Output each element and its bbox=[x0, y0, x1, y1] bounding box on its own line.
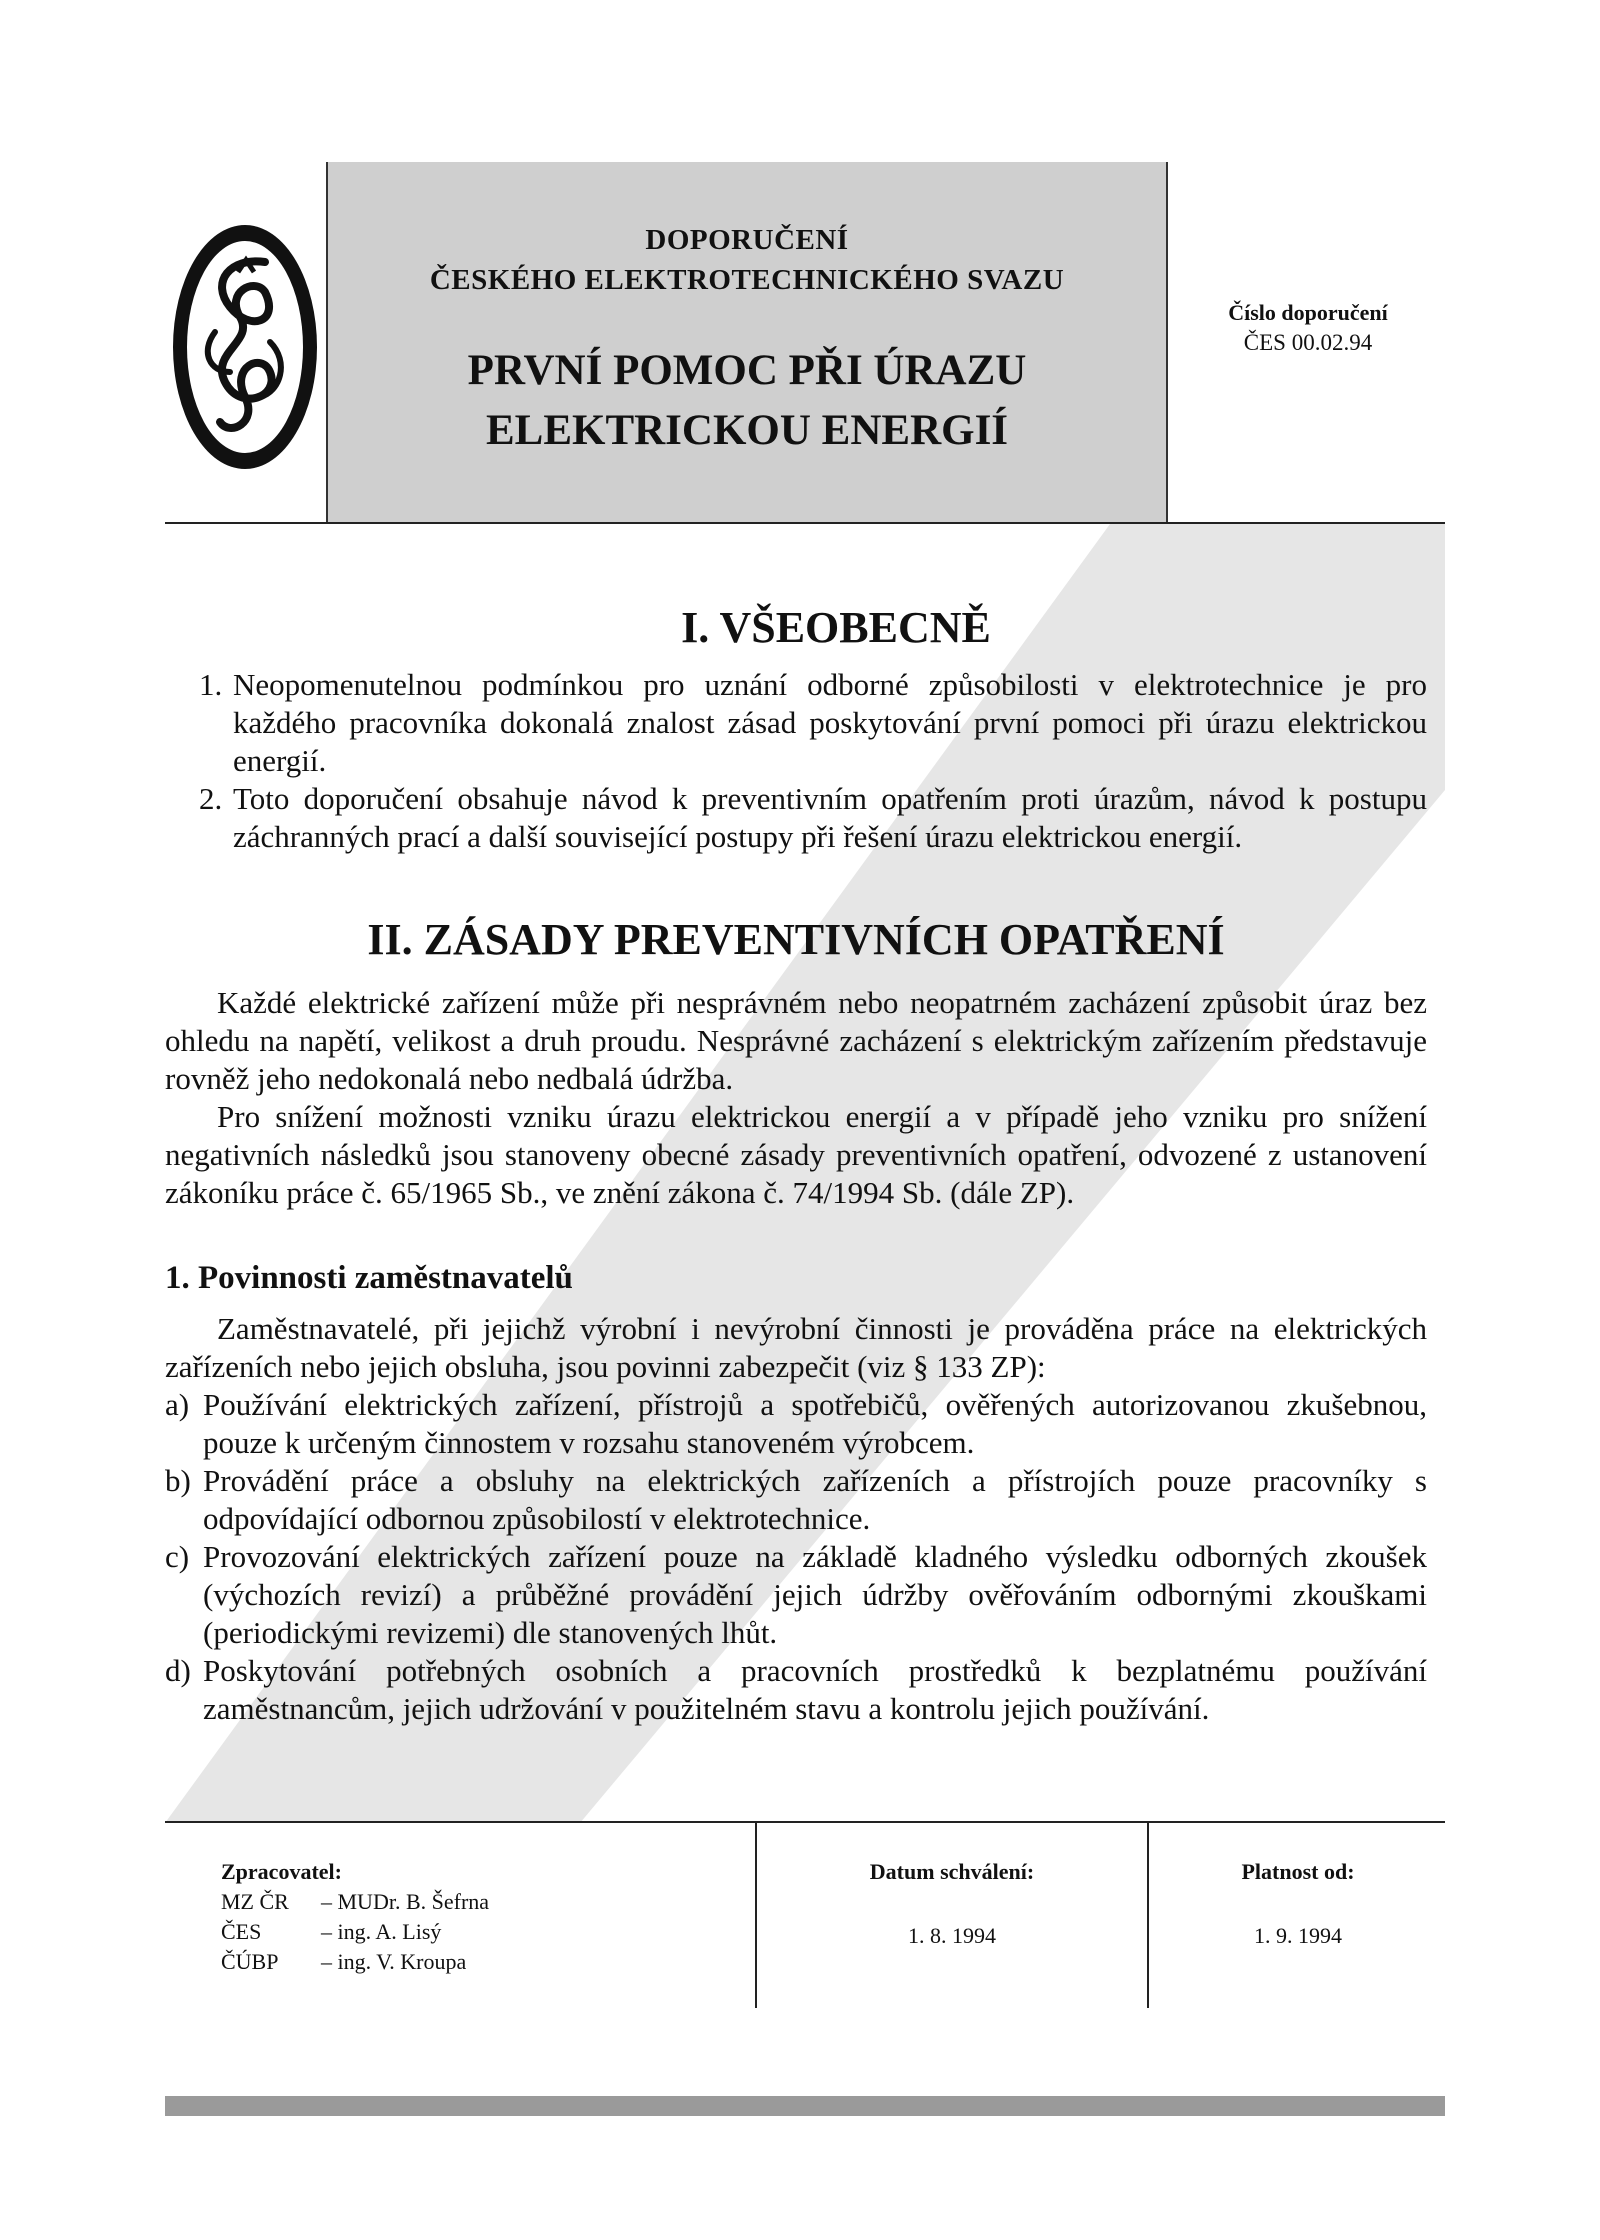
list-item-text: Neopomenutelnou podmínkou pro uznání odborné způsobilosti v elektrotechnice je pro každého pracovníka dokonalá znalost zásad poskytování první pomoci při úrazu elektrickou energií. bbox=[233, 667, 1427, 778]
list-item-letter: a) bbox=[165, 1387, 190, 1422]
document-number-value: ČES 00.02.94 bbox=[1243, 330, 1373, 355]
header-line-1: DOPORUČENÍ bbox=[645, 224, 849, 256]
validity-date-value: 1. 9. 1994 bbox=[1254, 1923, 1342, 1948]
author-org: MZ ČR bbox=[221, 1889, 289, 1914]
footer-table bbox=[165, 1823, 1445, 2013]
section-1-heading: I. VŠEOBECNĚ bbox=[681, 603, 991, 652]
header-line-2: ČESKÉHO ELEKTROTECHNICKÉHO SVAZU bbox=[429, 264, 1065, 296]
list-item-text: Provozování elektrických zařízení pouze na základě kladného výsledku odborných zkoušek (výchozích revizí) a průběžné provádění jejich údržby ověřováním odbornými zkouškami (periodickými revizemi) dle stanovených lhůt. bbox=[203, 1539, 1427, 1650]
document-title-2: ELEKTRICKOU ENERGIÍ bbox=[485, 407, 1009, 454]
subsection-1-heading: 1. Povinnosti zaměstnavatelů bbox=[165, 1260, 573, 1296]
author-row bbox=[221, 1917, 753, 1947]
document-number-label: Číslo doporučení bbox=[1228, 300, 1388, 325]
footer-validity bbox=[1147, 1823, 1447, 2008]
document-number-block bbox=[1188, 298, 1428, 358]
bottom-bar bbox=[165, 2096, 1445, 2116]
list-item bbox=[165, 1652, 1427, 1728]
section-2-heading: II. ZÁSADY PREVENTIVNÍCH OPATŘENÍ bbox=[367, 915, 1225, 964]
section-2-paragraph-2: Pro snížení možnosti vzniku úrazu elektrickou energií a v případě jeho vzniku pro snížení negativních následků jsou stanoveny obecné zásady preventivních opatření, odvozené z ustanovení zákoníku práce č. 65/1965 Sb., ve znění zákona č. 74/1994 Sb. (dále ZP). bbox=[165, 1099, 1427, 1210]
list-item-number: 2. bbox=[199, 781, 223, 816]
validity-date-label: Platnost od: bbox=[1241, 1859, 1355, 1884]
list-item-letter: d) bbox=[165, 1653, 191, 1688]
list-item bbox=[165, 666, 1427, 780]
header-divider bbox=[165, 522, 1445, 524]
list-item bbox=[165, 1462, 1427, 1538]
section-2-paragraph-1: Každé elektrické zařízení může při nesprávném nebo neopatrném zacházení způsobit úraz bez ohledu na napětí, velikost a druh proudu. Nesprávné zacházení s elektrickým zařízením představuje rovněž jeho nedokonalá nebo nedbalá údržba. bbox=[165, 985, 1427, 1096]
list-item-letter: c) bbox=[165, 1539, 190, 1574]
list-item-text: Poskytování potřebných osobních a pracovních prostředků k bezplatnému používání zaměstnancům, jejich udržování v použitelném stavu a kontrolu jejich používání. bbox=[203, 1653, 1427, 1726]
footer-authors bbox=[165, 1823, 753, 2008]
author-row bbox=[221, 1887, 753, 1917]
author-org: ČES bbox=[221, 1919, 262, 1944]
author-name: – ing. V. Kroupa bbox=[321, 1949, 467, 1974]
list-item bbox=[165, 1386, 1427, 1462]
list-item-letter: b) bbox=[165, 1463, 191, 1498]
subsection-1-intro: Zaměstnavatelé, při jejichž výrobní i nevýrobní činnosti je prováděna práce na elektrických zařízeních nebo jejich obsluha, jsou povinni zabezpečit (viz § 133 ZP): bbox=[165, 1311, 1427, 1384]
footer-approval bbox=[755, 1823, 1147, 2008]
ces-logo bbox=[170, 222, 320, 472]
list-item-text: Toto doporučení obsahuje návod k preventivním opatřením proti úrazům, návod k postupu záchranných prací a další související postupy při řešení úrazu elektrickou energií. bbox=[233, 781, 1427, 854]
list-item bbox=[165, 1538, 1427, 1652]
author-org: ČÚBP bbox=[221, 1949, 279, 1974]
authors-label: Zpracovatel: bbox=[221, 1859, 342, 1884]
author-row bbox=[221, 1947, 753, 1977]
list-item bbox=[165, 780, 1427, 856]
subsection-1-list bbox=[165, 1386, 1427, 1728]
approval-date-label: Datum schválení: bbox=[869, 1859, 1035, 1884]
approval-date-value: 1. 8. 1994 bbox=[908, 1923, 996, 1948]
main-content bbox=[165, 600, 1427, 1728]
section-1-list bbox=[165, 666, 1427, 856]
author-name: – MUDr. B. Šefrna bbox=[321, 1889, 490, 1914]
list-item-number: 1. bbox=[199, 667, 223, 702]
header-box bbox=[326, 162, 1168, 524]
list-item-text: Používání elektrických zařízení, přístrojů a spotřebičů, ověřených autorizovanou zkušebnou, pouze k určeným činnostem v rozsahu stanoveném výrobcem. bbox=[203, 1387, 1427, 1460]
author-name: – ing. A. Lisý bbox=[321, 1919, 442, 1944]
document-title-1: PRVNÍ POMOC PŘI ÚRAZU bbox=[467, 347, 1027, 394]
ces-monogram-logo-icon bbox=[170, 222, 320, 472]
list-item-text: Provádění práce a obsluhy na elektrických zařízeních a přístrojích pouze pracovníky s odpovídající odbornou způsobilostí v elektrotechnice. bbox=[203, 1463, 1427, 1536]
